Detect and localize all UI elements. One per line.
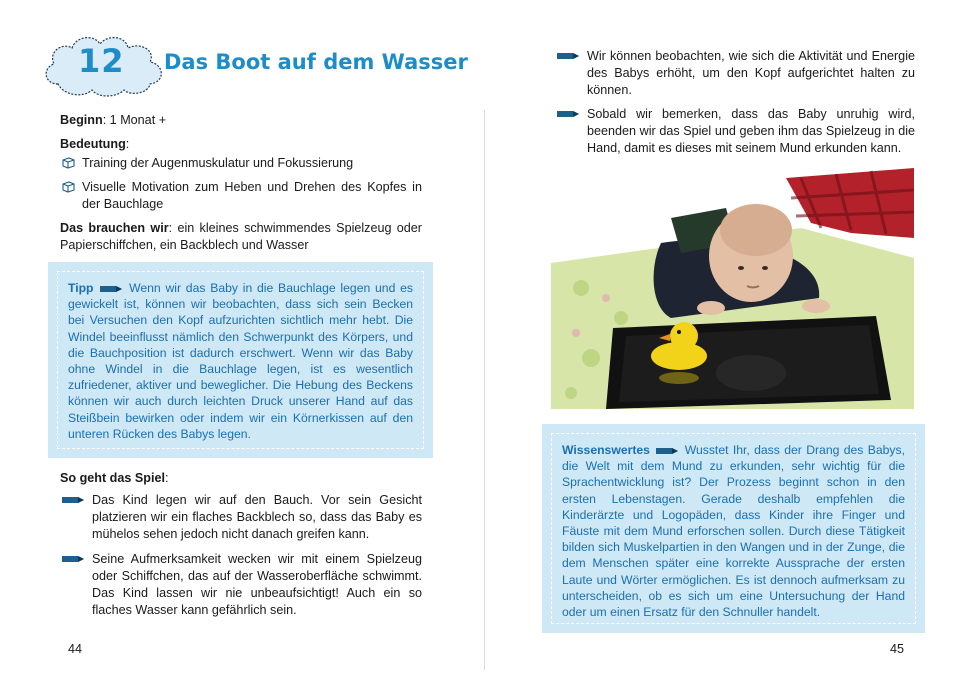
chapter-title: [40, 30, 468, 100]
cube-icon: [60, 180, 76, 194]
pencil-crayon-icon: [654, 446, 680, 456]
list-item: [60, 155, 422, 172]
pencil-crayon-icon: [98, 284, 124, 294]
list-item: [60, 492, 422, 543]
spiel-item-2: Seine Aufmerksamkeit wecken wir mit einem Spielzeug oder Schiffchen, das auf der Wasseroberfläche schwimmt. Das Kind lassen wir nie unbeaufsichtigt! Auch ein so flaches Wasser kann gefährlich sein.: [92, 552, 422, 617]
tipp-text: Wenn wir das Baby in die Bauchlage legen und es gewickelt ist, können wir beobachten, dass sich sein Becken bei Versuchen den Kopf aufzurichten sichtlich mehr hebt. Die Windel beeinflusst nämlich den Schwerpunkt des Körpers, und die Bauchposition ist dadurch erschwert. Wenn wir das Baby ohne Windel in die Bauchlage legen, ist es wesentlich zufriedener, aktiver und beweglicher. Die Hebung des Beckens können wir auch durch leichten Druck unserer Hand auf das Steißbein bewirken oder indem wir ein Körnerkissen auf den unteren Rücken des Babys legen.: [68, 281, 414, 441]
page-number-left: 44: [68, 642, 83, 656]
spiel-label: So geht das Spiel: [60, 471, 165, 485]
pencil-crayon-icon: [555, 109, 581, 119]
list-item: [555, 106, 915, 157]
pencil-crayon-icon: [555, 51, 581, 61]
wissenswertes-label: Wissenswertes: [562, 443, 650, 457]
beginn-line: [60, 112, 422, 129]
spiel-colon: :: [164, 471, 169, 485]
bedeutung-item-2: Visuelle Motivation zum Heben und Drehen des Kopfes in der Bauchlage: [82, 180, 422, 211]
spiel-item-4: Sobald wir bemerken, dass das Baby unruhig wird, beenden wir das Spiel und geben ihm das Spielzeug in die Hand, damit es dieses mit seinem Mund erkunden kann.: [587, 107, 915, 155]
list-item: [60, 551, 422, 619]
bedeutung-colon: :: [125, 137, 130, 151]
spiel-item-3: Wir können beobachten, wie sich die Aktivität und Energie des Babys erhöht, um den Kopf aufgerichtet halten zu können.: [587, 49, 915, 97]
bedeutung-item-1: Training der Augenmuskulatur und Fokussierung: [82, 156, 354, 170]
materials-paragraph: [60, 220, 422, 254]
list-item: [555, 48, 915, 99]
baby-photo: [551, 168, 914, 409]
brauchen-value: : ein kleines schwimmendes Spielzeug oder Papierschiffchen, ein Backblech und Wasser: [60, 221, 423, 252]
brauchen-label: Das brauchen wir: [60, 221, 169, 235]
bedeutung-heading: [60, 136, 422, 153]
pencil-crayon-icon: [60, 554, 86, 564]
beginn-label: Beginn: [60, 113, 103, 127]
spiel-heading: [60, 470, 422, 487]
spiel-item-1: Das Kind legen wir auf den Bauch. Vor sein Gesicht platzieren wir ein flaches Backblech so, dass das Baby es mühelos sehen jedoch nicht danach greifen kann.: [92, 493, 422, 541]
page-number-right: 45: [890, 642, 905, 656]
wissenswertes-text: Wusstet Ihr, dass der Drang des Babys, die Welt mit dem Mund zu erkunden, sehr wichtig für die Sprachentwicklung ist? Der Prozess beginnt schon in den ersten Lebenstagen. Gerade deshalb empfehlen die Kinderärzte und Logopäden, dass Kinder ihre Finger und Fäuste mit dem Mund erforschen sollen. Durch diese Tätigkeit bilden sich Muskelpartien in den Wangen und in der Zunge, die dem Menschen später eine korrekte Aussprache der ersten Laute und Wörter ermöglichen. Es ist dennoch aufmerksam zu unterscheiden, ob es sich um eine Untersuchung der Hand oder um einen Ersatz für den Schnuller handelt.: [562, 443, 906, 620]
wissenswertes-box: [542, 424, 925, 633]
pencil-crayon-icon: [60, 495, 86, 505]
tipp-paragraph: [68, 280, 413, 442]
chapter-number: 12: [78, 42, 125, 80]
wissenswertes-paragraph: [562, 442, 905, 620]
bedeutung-label: Bedeutung: [60, 137, 126, 151]
cube-icon: [60, 156, 76, 170]
list-item: [60, 179, 422, 213]
tipp-label: Tipp: [68, 281, 94, 295]
beginn-value: : 1 Monat +: [102, 113, 167, 127]
tipp-box: [48, 262, 433, 458]
chapter-heading: Das Boot auf dem Wasser: [164, 50, 468, 74]
baby-illustration: [551, 168, 914, 409]
